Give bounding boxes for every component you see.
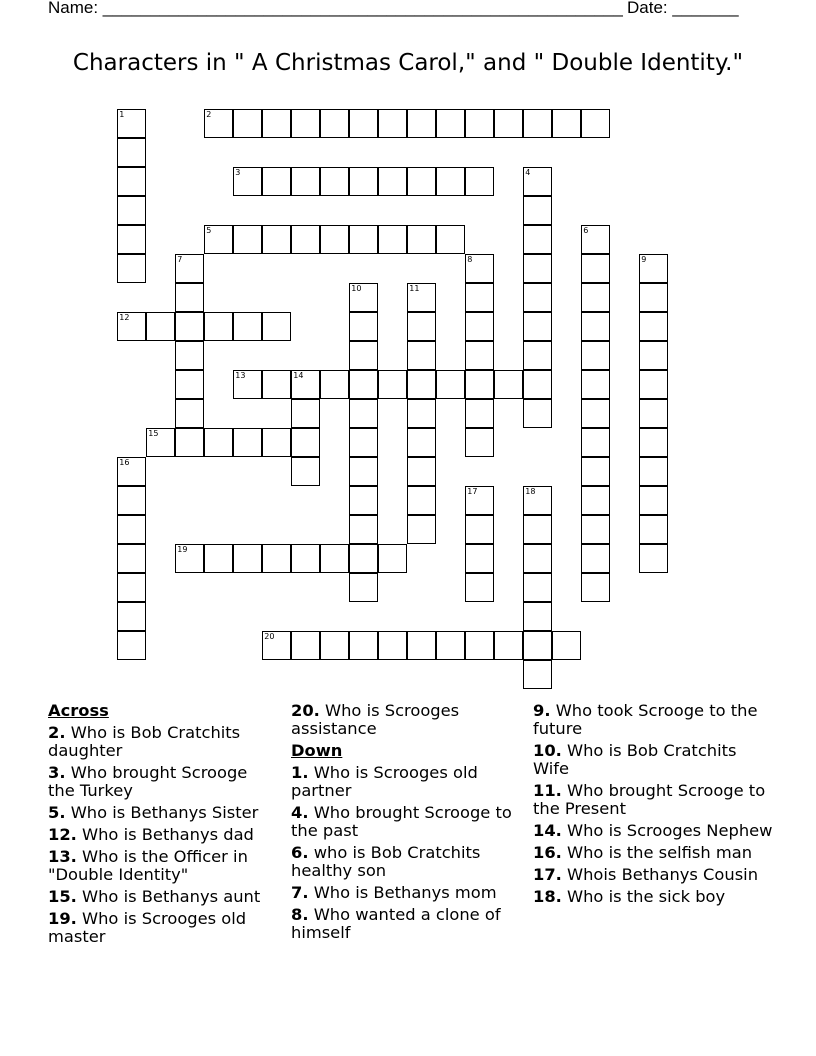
clue-item-number: 13. — [48, 847, 77, 866]
clue-item-number: 16. — [533, 843, 562, 862]
grid-cell[interactable] — [407, 515, 436, 544]
clue-number: 20 — [264, 632, 275, 642]
grid-cell[interactable] — [407, 428, 436, 457]
clue-number: 8 — [467, 255, 473, 265]
clue-item-number: 17. — [533, 865, 562, 884]
grid-cell[interactable] — [291, 167, 320, 196]
grid-cell[interactable] — [233, 109, 262, 138]
grid-cell[interactable] — [117, 602, 146, 631]
grid-cell[interactable] — [436, 167, 465, 196]
grid-cell[interactable] — [581, 370, 610, 399]
grid-cell[interactable] — [494, 370, 523, 399]
grid-cell[interactable] — [407, 399, 436, 428]
section-heading-down: Down — [291, 741, 343, 760]
grid-cell[interactable] — [581, 573, 610, 602]
grid-cell[interactable] — [523, 515, 552, 544]
grid-cell[interactable] — [291, 399, 320, 428]
grid-cell[interactable] — [349, 544, 378, 573]
clue-number: 13 — [235, 371, 246, 381]
grid-cell[interactable] — [407, 370, 436, 399]
clue-item-number: 1. — [291, 763, 309, 782]
grid-cell[interactable] — [523, 225, 552, 254]
clue-number: 7 — [177, 255, 183, 265]
grid-cell[interactable] — [320, 631, 349, 660]
clue-item-text: Who is Bethanys aunt — [76, 887, 261, 906]
clue-item — [533, 742, 773, 778]
clue-item-number: 8. — [291, 905, 309, 924]
grid-cell[interactable] — [117, 457, 146, 486]
grid-cell[interactable] — [117, 312, 146, 341]
clue-item-text: Who is the sick boy — [561, 887, 726, 906]
grid-cell[interactable] — [581, 399, 610, 428]
grid-cell[interactable] — [639, 399, 668, 428]
grid-cell[interactable] — [494, 109, 523, 138]
grid-cell[interactable] — [320, 109, 349, 138]
clue-column-1 — [48, 702, 273, 950]
grid-cell[interactable] — [407, 457, 436, 486]
grid-cell[interactable] — [291, 631, 320, 660]
grid-cell[interactable] — [436, 370, 465, 399]
grid-cell[interactable] — [523, 544, 552, 573]
grid-cell[interactable] — [465, 515, 494, 544]
grid-cell[interactable] — [407, 225, 436, 254]
grid-cell[interactable] — [204, 428, 233, 457]
grid-cell[interactable] — [523, 109, 552, 138]
clue-item — [48, 826, 273, 844]
grid-cell[interactable] — [175, 283, 204, 312]
grid-cell[interactable] — [639, 544, 668, 573]
grid-cell[interactable] — [523, 167, 552, 196]
clue-item-text: Who is Scrooges old master — [48, 909, 247, 946]
grid-cell[interactable] — [581, 225, 610, 254]
clue-item — [291, 764, 516, 800]
clue-item — [291, 844, 516, 880]
clue-item-number: 20. — [291, 701, 320, 720]
clue-number: 5 — [206, 226, 212, 236]
section-heading-across: Across — [48, 701, 109, 720]
grid-cell[interactable] — [349, 167, 378, 196]
grid-cell[interactable] — [523, 399, 552, 428]
grid-cell[interactable] — [233, 225, 262, 254]
grid-cell[interactable] — [349, 109, 378, 138]
grid-cell[interactable] — [291, 457, 320, 486]
grid-cell[interactable] — [407, 312, 436, 341]
grid-cell[interactable] — [175, 370, 204, 399]
grid-cell[interactable] — [262, 428, 291, 457]
grid-cell[interactable] — [349, 312, 378, 341]
grid-cell[interactable] — [117, 138, 146, 167]
grid-cell[interactable] — [552, 109, 581, 138]
grid-cell[interactable] — [349, 225, 378, 254]
grid-cell[interactable] — [320, 167, 349, 196]
clue-item-number: 9. — [533, 701, 551, 720]
grid-cell[interactable] — [117, 167, 146, 196]
clue-item-text: Who is Bethanys mom — [308, 883, 497, 902]
clue-column-2 — [291, 702, 516, 946]
clue-number: 4 — [525, 168, 531, 178]
clue-number: 1 — [119, 110, 125, 120]
grid-cell[interactable] — [117, 631, 146, 660]
grid-cell[interactable] — [581, 486, 610, 515]
clue-item-number: 3. — [48, 763, 66, 782]
grid-cell[interactable] — [291, 544, 320, 573]
grid-cell[interactable] — [581, 515, 610, 544]
grid-cell[interactable] — [639, 515, 668, 544]
grid-cell[interactable] — [378, 109, 407, 138]
name-line: Name: _______________________________________________________ — [48, 0, 623, 17]
grid-cell[interactable] — [233, 370, 262, 399]
grid-cell[interactable] — [523, 341, 552, 370]
grid-cell[interactable] — [581, 109, 610, 138]
grid-cell[interactable] — [465, 109, 494, 138]
page-title: Characters in " A Christmas Carol," and " Double Identity." — [72, 50, 744, 76]
grid-cell[interactable] — [175, 544, 204, 573]
grid-cell[interactable] — [523, 602, 552, 631]
grid-cell[interactable] — [117, 544, 146, 573]
grid-cell[interactable] — [378, 544, 407, 573]
grid-cell[interactable] — [146, 428, 175, 457]
grid-cell[interactable] — [494, 631, 523, 660]
grid-cell[interactable] — [639, 312, 668, 341]
grid-cell[interactable] — [204, 544, 233, 573]
clue-item-text: Who brought Scrooge the Turkey — [48, 763, 248, 800]
grid-cell[interactable] — [117, 196, 146, 225]
grid-cell[interactable] — [378, 225, 407, 254]
clue-item-text: Who is Bethanys Sister — [65, 803, 259, 822]
clue-item-number: 19. — [48, 909, 77, 928]
grid-cell[interactable] — [639, 370, 668, 399]
clue-item — [48, 764, 273, 800]
clue-item-number: 7. — [291, 883, 309, 902]
grid-cell[interactable] — [349, 399, 378, 428]
grid-cell[interactable] — [523, 254, 552, 283]
clue-item-number: 5. — [48, 803, 66, 822]
grid-cell[interactable] — [465, 283, 494, 312]
grid-cell[interactable] — [204, 312, 233, 341]
grid-cell[interactable] — [407, 167, 436, 196]
grid-cell[interactable] — [262, 312, 291, 341]
grid-cell[interactable] — [581, 457, 610, 486]
grid-cell[interactable] — [465, 254, 494, 283]
grid-cell[interactable] — [117, 515, 146, 544]
clue-item — [533, 702, 773, 738]
grid-cell[interactable] — [581, 254, 610, 283]
grid-cell[interactable] — [204, 225, 233, 254]
grid-cell[interactable] — [262, 544, 291, 573]
grid-cell[interactable] — [407, 631, 436, 660]
clue-item-text: Who took Scrooge to the future — [533, 701, 758, 738]
grid-cell[interactable] — [465, 631, 494, 660]
grid-cell[interactable] — [639, 283, 668, 312]
grid-cell[interactable] — [233, 312, 262, 341]
grid-cell[interactable] — [378, 167, 407, 196]
grid-cell[interactable] — [465, 573, 494, 602]
grid-cell[interactable] — [291, 428, 320, 457]
clue-item-number: 6. — [291, 843, 309, 862]
grid-cell[interactable] — [320, 370, 349, 399]
clue-item-text: Who is Scrooges Nephew — [561, 821, 773, 840]
clue-item-number: 14. — [533, 821, 562, 840]
grid-cell[interactable] — [465, 428, 494, 457]
date-line: Date: _______ — [627, 0, 739, 17]
clue-item — [291, 884, 516, 902]
clue-item-text: Who wanted a clone of himself — [291, 905, 501, 942]
grid-cell[interactable] — [349, 457, 378, 486]
grid-cell[interactable] — [639, 457, 668, 486]
grid-cell[interactable] — [639, 428, 668, 457]
grid-cell[interactable] — [581, 341, 610, 370]
clue-item-text: Who is Scrooges assistance — [291, 701, 460, 738]
grid-cell[interactable] — [117, 486, 146, 515]
grid-cell[interactable] — [320, 544, 349, 573]
clue-number: 2 — [206, 110, 212, 120]
clue-item-number: 10. — [533, 741, 562, 760]
grid-cell[interactable] — [349, 370, 378, 399]
grid-cell[interactable] — [465, 544, 494, 573]
clue-item — [48, 804, 273, 822]
clue-number: 17 — [467, 487, 478, 497]
grid-cell[interactable] — [233, 428, 262, 457]
clue-number: 18 — [525, 487, 536, 497]
grid-cell[interactable] — [407, 283, 436, 312]
grid-cell[interactable] — [436, 631, 465, 660]
clue-item-number: 12. — [48, 825, 77, 844]
clue-number: 10 — [351, 284, 362, 294]
clue-item-text: Who is Scrooges old partner — [291, 763, 478, 800]
grid-cell[interactable] — [581, 428, 610, 457]
grid-cell[interactable] — [639, 486, 668, 515]
clue-item-text: Who brought Scrooge to the past — [291, 803, 512, 840]
clue-number: 14 — [293, 371, 304, 381]
clue-item — [533, 844, 773, 862]
grid-cell[interactable] — [465, 341, 494, 370]
grid-cell[interactable] — [349, 573, 378, 602]
grid-cell[interactable] — [581, 544, 610, 573]
grid-cell[interactable] — [465, 312, 494, 341]
clue-number: 3 — [235, 168, 241, 178]
grid-cell[interactable] — [320, 225, 349, 254]
grid-cell[interactable] — [581, 283, 610, 312]
clue-item — [48, 910, 273, 946]
grid-cell[interactable] — [262, 109, 291, 138]
clue-item-text: Who is the Officer in "Double Identity" — [48, 847, 248, 884]
grid-cell[interactable] — [465, 370, 494, 399]
clue-item — [533, 822, 773, 840]
grid-cell[interactable] — [465, 486, 494, 515]
clue-item — [533, 866, 773, 884]
grid-cell[interactable] — [523, 312, 552, 341]
grid-cell[interactable] — [349, 428, 378, 457]
grid-cell[interactable] — [349, 631, 378, 660]
clue-item-text: Who brought Scrooge to the Present — [533, 781, 766, 818]
grid-cell[interactable] — [349, 486, 378, 515]
grid-cell[interactable] — [349, 283, 378, 312]
clue-item — [291, 906, 516, 942]
grid-cell[interactable] — [523, 486, 552, 515]
clue-number: 16 — [119, 458, 130, 468]
grid-cell[interactable] — [523, 660, 552, 689]
grid-cell[interactable] — [117, 573, 146, 602]
grid-cell[interactable] — [117, 225, 146, 254]
grid-cell[interactable] — [175, 312, 204, 341]
grid-cell[interactable] — [175, 428, 204, 457]
clue-item — [48, 848, 273, 884]
clue-item — [48, 724, 273, 760]
clue-item-number: 11. — [533, 781, 562, 800]
grid-cell[interactable] — [523, 283, 552, 312]
grid-cell[interactable] — [117, 109, 146, 138]
grid-cell[interactable] — [262, 225, 291, 254]
grid-cell[interactable] — [233, 544, 262, 573]
clue-item-number: 15. — [48, 887, 77, 906]
grid-cell[interactable] — [175, 254, 204, 283]
clue-item-text: Who is the selfish man — [561, 843, 753, 862]
clue-item — [533, 888, 773, 906]
clue-item — [291, 702, 516, 738]
clue-number: 6 — [583, 226, 589, 236]
clue-item-number: 4. — [291, 803, 309, 822]
grid-cell[interactable] — [378, 370, 407, 399]
grid-cell[interactable] — [407, 109, 436, 138]
grid-cell[interactable] — [262, 167, 291, 196]
grid-cell[interactable] — [233, 167, 262, 196]
grid-cell[interactable] — [465, 167, 494, 196]
grid-cell[interactable] — [523, 631, 552, 660]
clue-number: 19 — [177, 545, 188, 555]
clue-item-number: 2. — [48, 723, 66, 742]
clue-item-number: 18. — [533, 887, 562, 906]
grid-cell[interactable] — [262, 631, 291, 660]
clue-item-text: Who is Bob Cratchits daughter — [48, 723, 241, 760]
grid-cell[interactable] — [407, 341, 436, 370]
clue-item-text: Who is Bob Cratchits Wife — [533, 741, 737, 778]
grid-cell[interactable] — [291, 225, 320, 254]
clue-number: 12 — [119, 313, 130, 323]
clue-column-3 — [533, 702, 773, 910]
clue-item — [291, 804, 516, 840]
clue-item-text: Who is Bethanys dad — [76, 825, 254, 844]
grid-cell[interactable] — [349, 515, 378, 544]
grid-cell[interactable] — [581, 312, 610, 341]
grid-cell[interactable] — [523, 196, 552, 225]
grid-cell[interactable] — [639, 254, 668, 283]
grid-cell[interactable] — [175, 341, 204, 370]
clue-number: 15 — [148, 429, 159, 439]
clue-number: 11 — [409, 284, 420, 294]
grid-cell[interactable] — [465, 399, 494, 428]
grid-cell[interactable] — [262, 370, 291, 399]
grid-cell[interactable] — [146, 312, 175, 341]
clue-number: 9 — [641, 255, 647, 265]
grid-cell[interactable] — [291, 109, 320, 138]
grid-cell[interactable] — [436, 109, 465, 138]
grid-cell[interactable] — [291, 370, 320, 399]
grid-cell[interactable] — [204, 109, 233, 138]
grid-cell[interactable] — [378, 631, 407, 660]
grid-cell[interactable] — [523, 370, 552, 399]
grid-cell[interactable] — [117, 254, 146, 283]
grid-cell[interactable] — [349, 341, 378, 370]
grid-cell[interactable] — [639, 341, 668, 370]
clue-item-text: Whois Bethanys Cousin — [561, 865, 759, 884]
grid-cell[interactable] — [175, 399, 204, 428]
grid-cell[interactable] — [436, 225, 465, 254]
clue-item-text: who is Bob Cratchits healthy son — [291, 843, 481, 880]
grid-cell[interactable] — [523, 573, 552, 602]
clue-item — [48, 888, 273, 906]
grid-cell[interactable] — [407, 486, 436, 515]
grid-cell[interactable] — [552, 631, 581, 660]
clue-item — [533, 782, 773, 818]
